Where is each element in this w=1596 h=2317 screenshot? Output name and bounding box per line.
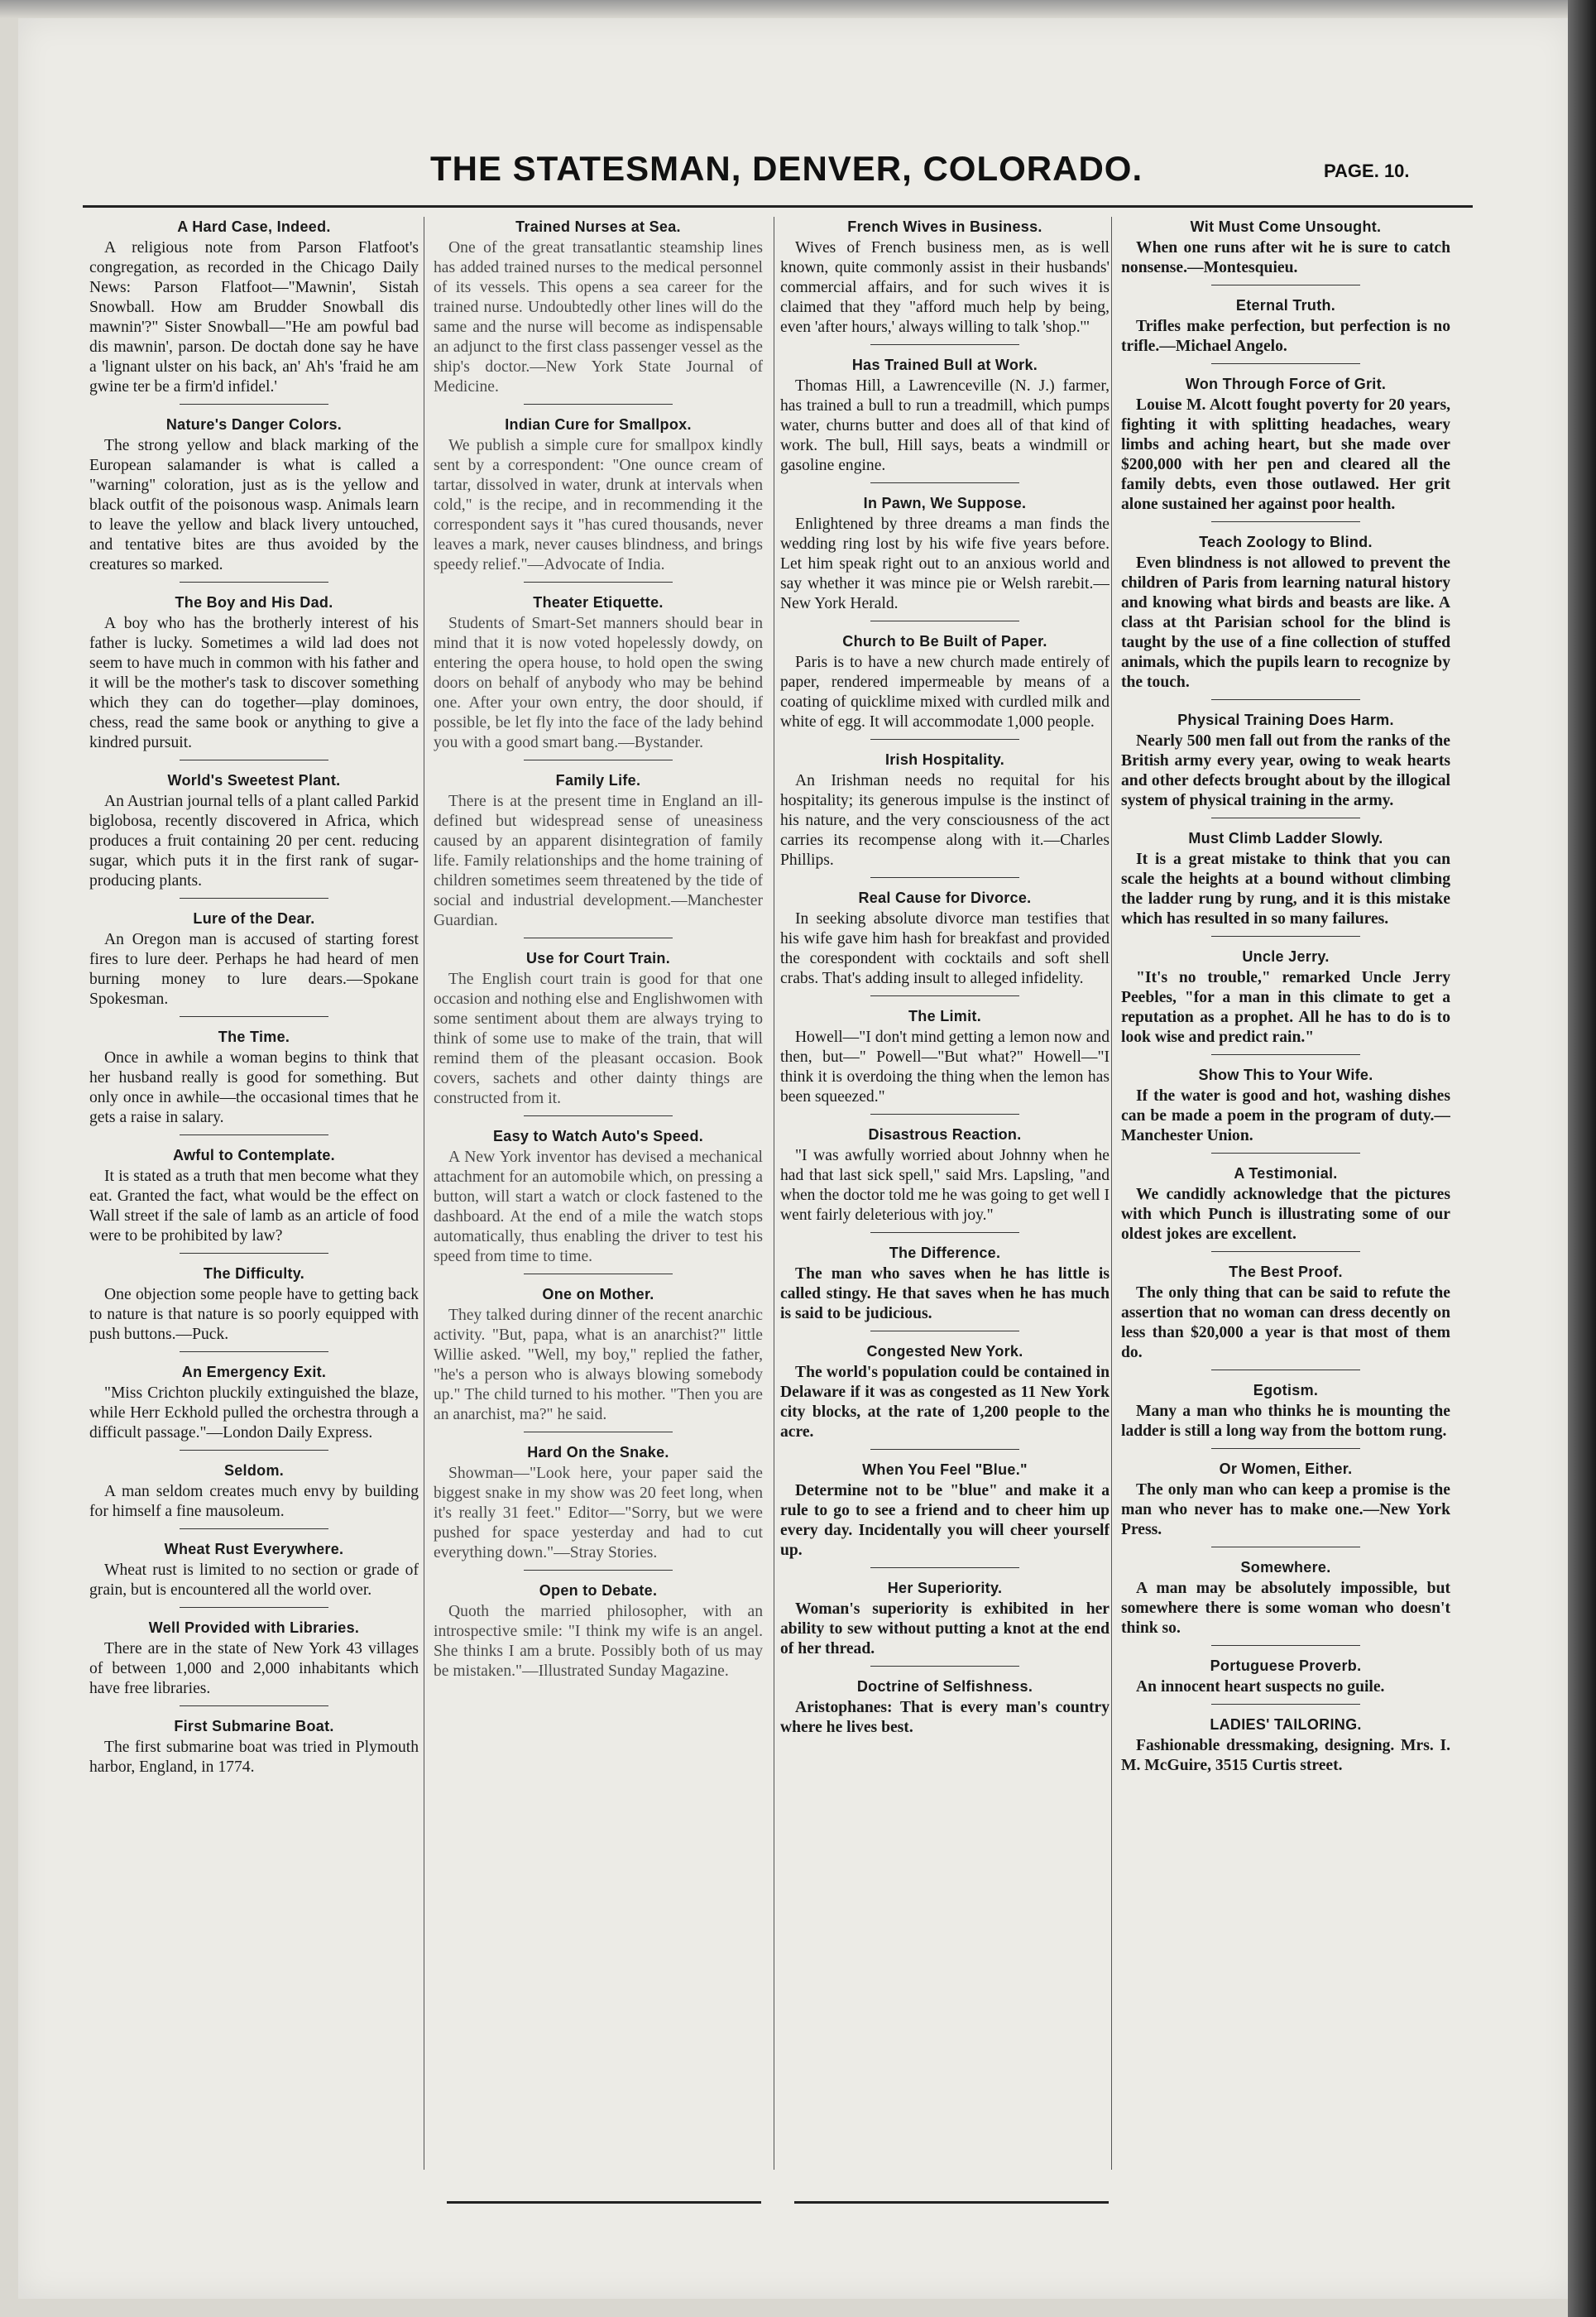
column-3 xyxy=(780,213,1110,2175)
article-headline: Her Superiority. xyxy=(887,1580,1003,1596)
article-separator xyxy=(870,1567,1019,1568)
article-headline: When You Feel "Blue." xyxy=(862,1461,1028,1478)
article xyxy=(780,1461,1110,1568)
article xyxy=(780,890,1110,996)
article-separator xyxy=(524,1115,673,1116)
article-separator xyxy=(1211,1645,1360,1646)
article-headline: Teach Zoology to Blind. xyxy=(1199,534,1373,550)
article-headline: French Wives in Business. xyxy=(847,218,1042,235)
article-headline: Somewhere. xyxy=(1240,1559,1331,1576)
article xyxy=(89,910,419,1017)
article-separator xyxy=(180,404,328,405)
article-body: Determine not to be "blue" and make it a rule to go to see a friend and to cheer him up every day. Incidentally you will cheer yourself up. xyxy=(780,1482,1110,1559)
article-headline: The Boy and His Dad. xyxy=(175,594,333,611)
article xyxy=(1121,1067,1450,1154)
article-headline: Eternal Truth. xyxy=(1235,297,1336,314)
article-headline: Well Provided with Libraries. xyxy=(148,1619,360,1636)
article xyxy=(434,1128,763,1274)
article-separator xyxy=(524,582,673,583)
scan-right-edge xyxy=(1568,0,1596,2317)
scan-top-edge xyxy=(0,0,1596,18)
masthead-title: THE STATESMAN, DENVER, COLORADO. xyxy=(430,149,1143,188)
article-body: It is a great mistake to think that you can scale the heights at a bound without climbing the ladder rung by rung, and it is this mistake which has resulted in so many failures. xyxy=(1121,851,1450,928)
article-headline: Family Life. xyxy=(555,772,641,789)
article-headline: Indian Cure for Smallpox. xyxy=(505,416,692,433)
article-headline: Has Trained Bull at Work. xyxy=(851,357,1038,373)
article-headline: Church to Be Built of Paper. xyxy=(842,633,1047,650)
article-separator xyxy=(870,739,1019,740)
article-headline: First Submarine Boat. xyxy=(174,1718,334,1734)
article xyxy=(1121,948,1450,1055)
article-headline: Must Climb Ladder Slowly. xyxy=(1188,830,1383,847)
article-headline: Wit Must Come Unsought. xyxy=(1190,218,1382,235)
article-headline: Egotism. xyxy=(1253,1382,1319,1398)
article xyxy=(780,633,1110,740)
article-separator xyxy=(180,1705,328,1706)
article-separator xyxy=(180,1351,328,1352)
article-body: An Irishman needs no requital for his hospitality; its generous impulse is the instinct of his nature, and the very consciousness of the act carries its recompense along with it.—Charles Phillips. xyxy=(780,772,1110,869)
article xyxy=(780,495,1110,621)
article-body: Thomas Hill, a Lawrenceville (N. J.) farmer, has trained a bull to run a treadmill, which pumps water, churns butter and does all of that kind of work. The bull, Hill says, beats a windmill or gasoline engine. xyxy=(780,377,1110,474)
article-separator xyxy=(180,898,328,899)
article-headline: Nature's Danger Colors. xyxy=(165,416,343,433)
masthead-rule xyxy=(83,205,1473,208)
article xyxy=(89,1718,419,1777)
article-headline: Seldom. xyxy=(223,1462,285,1479)
article xyxy=(1121,1165,1450,1252)
article-body: Quoth the married philosopher, with an introspective smile: "I think my wife is an angel. She thinks I am a brute. Possibly both of us may be mistaken."—Illustrated Sunday Magazine. xyxy=(434,1603,763,1680)
article xyxy=(780,1245,1110,1331)
article xyxy=(1121,830,1450,937)
article-separator xyxy=(180,1450,328,1451)
article xyxy=(434,416,763,583)
article xyxy=(1121,1716,1450,1776)
article-body: Howell—"I don't mind getting a lemon now and then, but—" Powell—"But what?" Howell—"I think it is overdoing the thing when the lemon has been squeezed." xyxy=(780,1029,1110,1106)
article xyxy=(780,1678,1110,1738)
article-headline: Hard On the Snake. xyxy=(527,1444,669,1461)
article-separator xyxy=(870,1666,1019,1667)
article xyxy=(434,950,763,1116)
article-separator xyxy=(870,877,1019,878)
article-headline: Open to Debate. xyxy=(539,1582,658,1599)
article-headline: The Difference. xyxy=(889,1245,1001,1261)
article-separator xyxy=(1211,936,1360,937)
article-body: The only man who can keep a promise is the man who never has to make one.—New York Press. xyxy=(1121,1481,1450,1538)
article-separator xyxy=(180,1607,328,1608)
article-headline: Portuguese Proverb. xyxy=(1210,1657,1362,1674)
article-body: Aristophanes: That is every man's country where he lives best. xyxy=(780,1699,1110,1736)
article-body: Fashionable dressmaking, designing. Mrs. I. M. McGuire, 3515 Curtis street. xyxy=(1121,1737,1450,1774)
article-body: An Austrian journal tells of a plant called Parkid biglobosa, recently discovered in Africa, which produces a fruit containing 20 per cent. reducing sugar, which puts it in the first rank of sugar-producing plants. xyxy=(89,793,419,890)
article-body: The world's population could be contained in Delaware if it was as congested as 11 New York city blocks, at the rate of 1,200 people to the acre. xyxy=(780,1364,1110,1441)
article-separator xyxy=(1211,1251,1360,1252)
article-headline: Disastrous Reaction. xyxy=(868,1126,1022,1143)
article-headline: World's Sweetest Plant. xyxy=(167,772,341,789)
column-divider xyxy=(1111,217,1112,2170)
article-body: There is at the present time in England an ill-defined but widespread sense of uneasiness caused by an apparent disintegration of family life. Family relationships and the home training of children sometimes seem threatened by the tide of social and industrial development.—Manchester Guardian. xyxy=(434,793,763,929)
article-body: The first submarine boat was tried in Plymouth harbor, England, in 1774. xyxy=(89,1739,419,1776)
article-body: An Oregon man is accused of starting forest fires to lure deer. Perhaps he had heard of men burning money to lure dears.—Spokane Spokesman. xyxy=(89,931,419,1008)
article-separator xyxy=(1211,1448,1360,1449)
article-body: There are in the state of New York 43 villages of between 1,000 and 2,000 inhabitants which have free libraries. xyxy=(89,1640,419,1697)
article-body: "It's no trouble," remarked Uncle Jerry Peebles, "for a man in this climate to get a reputation as a prophet. All he has to do is to look wise and predict rain." xyxy=(1121,969,1450,1046)
article xyxy=(434,1582,763,1681)
article-body: We candidly acknowledge that the pictures with which Punch is illustrating some of our oldest jokes are excellent. xyxy=(1121,1186,1450,1243)
article-body: The strong yellow and black marking of the European salamander is what is called a "warning" coloration, just as is the yellow and black outfit of the poisonous wasp. Animals learn to leave the yellow and black livery untouched, and tentative bites are thus avoided by the creatures so marked. xyxy=(89,437,419,573)
article xyxy=(89,1619,419,1706)
bottom-rule xyxy=(794,2201,1109,2204)
article-separator xyxy=(870,344,1019,345)
article xyxy=(434,594,763,760)
column-4 xyxy=(1121,213,1450,2175)
article-body: One of the great transatlantic steamship lines has added trained nurses to the medical personnel of its vessels. This opens a sea career for the trained nurse. Undoubtedly other lines will do the same and the nurse will become as indispensable an adjunct to the first class passenger vessel as the ship's doctor.—New York State Journal of Medicine. xyxy=(434,239,763,396)
article-body: "I was awfully worried about Johnny when he had that last sick spell," said Mrs. Lapsling, "and when the doctor told me he was going to get well I went fairly deleterious with joy." xyxy=(780,1147,1110,1224)
article-body: They talked during dinner of the recent anarchic activity. "But, papa, what is an anarchist?" little Willie asked. "Well, my boy," replied the father, "he's a person who is always blowing somebody up." The child turned to his mother. "Then you are an anarchist, ma?" he said. xyxy=(434,1307,763,1423)
article-headline: A Testimonial. xyxy=(1234,1165,1338,1182)
page-number: PAGE. 10. xyxy=(1324,161,1410,181)
article-body: In seeking absolute divorce man testifies that his wife gave him hash for breakfast and provided the corespondent with cocktails and soft shell crabs. That's adding insult to alleged infidelity. xyxy=(780,910,1110,987)
article xyxy=(89,218,419,405)
article-headline: Or Women, Either. xyxy=(1219,1461,1353,1477)
article xyxy=(780,751,1110,878)
article-body: A religious note from Parson Flatfoot's congregation, as recorded in the Chicago Daily News: Parson Flatfoot—"Mawnin', Sistah Snowball. How am Brudder Snowball dis mawnin'?" Sister Snowball—"He am powful bad dis mawnin', parson. De doctah done say he have a 'lignant ulster on his back, an' Ah's 'fraid he am gwine ter be a firm'd infidel.' xyxy=(89,239,419,396)
article xyxy=(1121,297,1450,364)
article-headline: The Difficulty. xyxy=(203,1265,305,1282)
article-headline: The Time. xyxy=(218,1029,290,1045)
article xyxy=(1121,1559,1450,1646)
article-body: Paris is to have a new church made entirely of paper, rendered impermeable by means of a coating of quicklime mixed with curdled milk and white of egg. It will accommodate 1,000 people. xyxy=(780,654,1110,731)
article-body: The only thing that can be said to refute the assertion that no woman can dress decently on less than $20,000 a year is that most of them do. xyxy=(1121,1284,1450,1361)
article-separator xyxy=(1211,521,1360,522)
article-headline: Trained Nurses at Sea. xyxy=(515,218,681,235)
article-separator xyxy=(1211,1054,1360,1055)
article-body: Students of Smart-Set manners should bear in mind that it is now voted hopelessly dowdy, on entering the opera house, to hold open the swing doors on behalf of anybody who may be behind one. After your own entry, the door should, if possible, be let fly into the face of the lady behind you with a good smart bang.—Bystander. xyxy=(434,615,763,751)
article xyxy=(1121,712,1450,818)
article-body: A New York inventor has devised a mechanical attachment for an automobile which, on pressing a button, will start a watch or clock fastened to the dashboard. At the end of a mile the watch stops automatically, thus enabling the driver to test his speed from time to time. xyxy=(434,1149,763,1265)
article-headline: Physical Training Does Harm. xyxy=(1177,712,1394,728)
article xyxy=(780,1343,1110,1450)
article-separator xyxy=(870,1114,1019,1115)
article-body: A boy who has the brotherly interest of his father is lucky. Sometimes a wild lad does not seem to have much in common with his father and it will be the mother's task to discover something which they can do together—play dominoes, chess, read the same book or anything to give a kindred pursuit. xyxy=(89,615,419,751)
article-separator xyxy=(870,1449,1019,1450)
article-body: Trifles make perfection, but perfection is no trifle.—Michael Angelo. xyxy=(1121,318,1450,355)
article-separator xyxy=(1211,699,1360,700)
article-separator xyxy=(524,1570,673,1571)
article xyxy=(434,218,763,405)
article-separator xyxy=(870,995,1019,996)
article-headline: One on Mother. xyxy=(542,1286,654,1302)
article-headline: Wheat Rust Everywhere. xyxy=(164,1541,344,1557)
article-headline: The Limit. xyxy=(908,1008,981,1024)
article xyxy=(780,1580,1110,1667)
article-body: Even blindness is not allowed to prevent the children of Paris from learning natural history and knowing what birds and beasts are like. A class at tht Parisian school for the blind is taught by the use of a fine collection of stuffed animals, which the pupils learn to recognize by the touch. xyxy=(1121,554,1450,691)
article xyxy=(434,1444,763,1571)
article-separator xyxy=(1211,1153,1360,1154)
article xyxy=(780,218,1110,345)
article-separator xyxy=(1211,1704,1360,1705)
masthead xyxy=(66,132,1506,199)
article-body: One objection some people have to getting back to nature is that nature is so poorly equipped with push buttons.—Puck. xyxy=(89,1286,419,1343)
article-separator xyxy=(180,1253,328,1254)
article-headline: Doctrine of Selfishness. xyxy=(856,1678,1033,1695)
article xyxy=(1121,218,1450,285)
article-body: A man may be absolutely impossible, but somewhere there is some woman who doesn't think so. xyxy=(1121,1580,1450,1637)
article-headline: Show This to Your Wife. xyxy=(1198,1067,1373,1083)
article-headline: An Emergency Exit. xyxy=(181,1364,327,1380)
article-headline: Easy to Watch Auto's Speed. xyxy=(492,1128,704,1144)
article-body: It is stated as a truth that men become what they eat. Granted the fact, what would be the effect on Wall street if the sale of lamb as an article of food were to be prohibited by law? xyxy=(89,1168,419,1245)
article xyxy=(89,1265,419,1352)
article-body: "Miss Crichton pluckily extinguished the blaze, while Herr Eckhold pulled the orchestra through a difficult passage."—London Daily Express. xyxy=(89,1384,419,1442)
article xyxy=(89,416,419,583)
article-headline: Awful to Contemplate. xyxy=(173,1147,335,1163)
article-body: If the water is good and hot, washing dishes can be made a poem in the program of duty.—Manchester Union. xyxy=(1121,1087,1450,1144)
article-headline: LADIES' TAILORING. xyxy=(1210,1716,1362,1733)
article-headline: Uncle Jerry. xyxy=(1242,948,1330,965)
article xyxy=(1121,534,1450,700)
article xyxy=(434,1286,763,1432)
article-body: We publish a simple cure for smallpox kindly sent by a correspondent: "One ounce cream of tartar, dissolved in water, drunk at intervals when cold," is the recipe, and in recommending it the correspondent says it "has cured thousands, never leaves a mark, never causes blindness, and brings speedy relief."—Advocate of India. xyxy=(434,437,763,573)
article xyxy=(1121,376,1450,522)
article xyxy=(1121,1657,1450,1705)
article-separator xyxy=(180,1016,328,1017)
article-body: An innocent heart suspects no guile. xyxy=(1136,1678,1385,1696)
article xyxy=(1121,1461,1450,1547)
article-body: Nearly 500 men fall out from the ranks of the British army every year, owing to weak hearts and other defects brought about by the illogical system of physical training in the army. xyxy=(1121,732,1450,809)
article xyxy=(89,1541,419,1608)
article-separator xyxy=(180,1528,328,1529)
article-body: Wives of French business men, as is well known, quite commonly assist in their husbands' commercial affairs, and for such wives it is claimed that they "afford much help by being, even 'after hours,' always willing to talk 'shop.'" xyxy=(780,239,1110,336)
article-headline: Lure of the Dear. xyxy=(193,910,315,927)
article-headline: Irish Hospitality. xyxy=(884,751,1005,768)
article-headline: Congested New York. xyxy=(866,1343,1023,1360)
article xyxy=(89,1462,419,1529)
article xyxy=(1121,1264,1450,1370)
article xyxy=(780,1008,1110,1115)
article-body: Louise M. Alcott fought poverty for 20 years, fighting it with splitting headaches, weary limbs and aching heart, but she made over $200,000 with her pen and cleared all the family debts, even those outlawed. Her grit alone sustained her against poor health. xyxy=(1121,396,1450,513)
bottom-rule xyxy=(447,2201,761,2204)
article-headline: A Hard Case, Indeed. xyxy=(177,218,331,235)
article xyxy=(89,594,419,760)
article-body: Showman—"Look here, your paper said the biggest snake in my show was 20 feet long, when it's really 31 feet." Editor—"Sorry, but we were pushed for space yesterday and had to cut everything down."—Stray Stories. xyxy=(434,1465,763,1561)
article-body: The English court train is good for that one occasion and nothing else and Englishwomen with some sentiment about them are always trying to think of some use to make of the train, that will remind them of the pleasant occasion. Book covers, sachets and other dainty things are constructed from it. xyxy=(434,971,763,1107)
article-separator xyxy=(524,404,673,405)
article xyxy=(780,357,1110,483)
article-separator xyxy=(870,482,1019,483)
article xyxy=(1121,1382,1450,1449)
article-body: Once in awhile a woman begins to think that her husband really is good for something. But only once in awhile—the occasional times that he gets a raise in salary. xyxy=(89,1049,419,1126)
article-body: Many a man who thinks he is mounting the ladder is still a long way from the bottom rung. xyxy=(1121,1403,1450,1440)
article xyxy=(89,1029,419,1135)
article xyxy=(780,1126,1110,1233)
article-separator xyxy=(870,1232,1019,1233)
article-headline: Won Through Force of Grit. xyxy=(1185,376,1387,392)
column-2 xyxy=(434,213,763,2175)
article-headline: Real Cause for Divorce. xyxy=(858,890,1032,906)
article xyxy=(434,772,763,938)
article-body: When one runs after wit he is sure to catch nonsense.—Montesquieu. xyxy=(1121,239,1450,276)
article xyxy=(89,1147,419,1254)
article-body: Wheat rust is limited to no section or grade of grain, but is encountered all the world over. xyxy=(89,1561,419,1599)
article-headline: In Pawn, We Suppose. xyxy=(863,495,1027,511)
article-headline: Theater Etiquette. xyxy=(533,594,664,611)
article-body: Enlightened by three dreams a man finds the wedding ring lost by his wife five years before. Let him speak right out to an anxious world and say whether it was mince pie or Welsh rarebit.—New York Herald. xyxy=(780,516,1110,612)
article-headline: Use for Court Train. xyxy=(525,950,671,967)
article-headline: The Best Proof. xyxy=(1229,1264,1343,1280)
article-separator xyxy=(180,582,328,583)
article-body: The man who saves when he has little is called stingy. He that saves when he has much is said to be judicious. xyxy=(780,1265,1110,1322)
article xyxy=(89,1364,419,1451)
article-body: A man seldom creates much envy by building for himself a fine mausoleum. xyxy=(89,1483,419,1520)
article-body: Woman's superiority is exhibited in her ability to sew without putting a knot at the end of her thread. xyxy=(780,1600,1110,1657)
column-1 xyxy=(89,213,419,2175)
article xyxy=(89,772,419,899)
article-separator xyxy=(1211,363,1360,364)
